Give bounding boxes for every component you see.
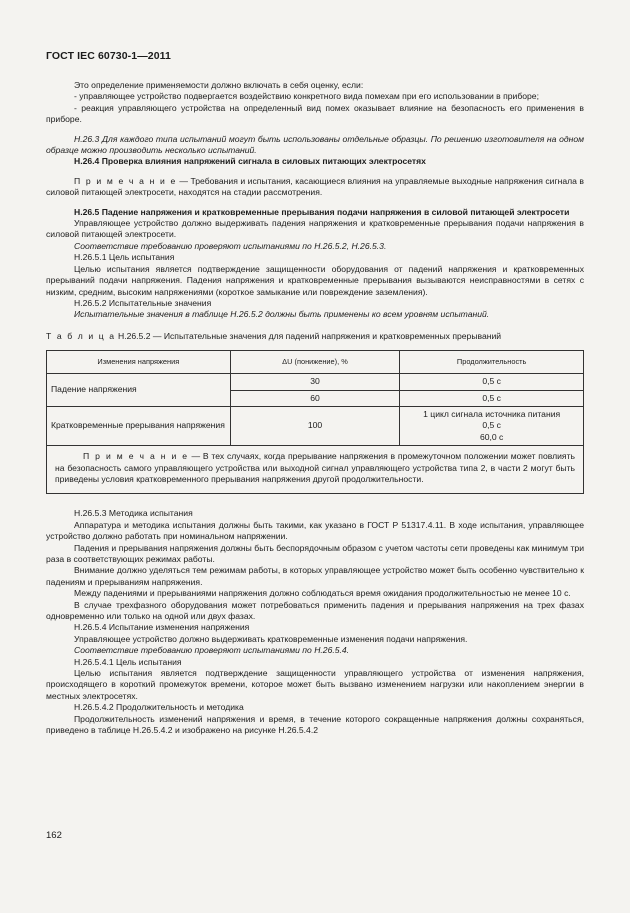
duration-line: 1 цикл сигнала источника питания — [423, 408, 561, 419]
note-h26-4 — [46, 176, 584, 199]
note-label: П р и м е ч а н и е — [74, 175, 177, 186]
table-cell: 60 — [230, 390, 400, 406]
section-heading-h26-5: Н.26.5 Падение напряжения и кратковременные прерывания подачи напряжения в силовой питающей электросети — [74, 206, 570, 217]
paragraph: Внимание должно уделяться тем режимам работы, в которых управляющее устройство может быть особенно чувствительно к падениям и прерываниям напряжения. — [46, 565, 584, 587]
note-text: — Требования и испытания, касающиеся влияния на управляемые выходные напряжения сигнала в силовой питающей электросети, находятся на стадии рассмотрения. — [46, 175, 584, 198]
table-header-cell: Изменения напряжения — [47, 351, 231, 374]
paragraph: Между падениями и прерываниями напряжения должно соблюдаться время ожидания продолжительностью не менее 10 с. — [74, 588, 571, 599]
table-note-row — [47, 446, 584, 494]
table-row — [47, 374, 584, 390]
paragraph: Управляющее устройство должно выдерживать падения напряжения и кратковременные прерывания подачи напряжения в силовой питающей электросети. — [46, 218, 584, 240]
duration-line: 60,0 с — [479, 431, 504, 442]
table-header-cell: Продолжительность — [400, 351, 584, 374]
paragraph: Целью испытания является подтверждение защищенности оборудования от падений напряжения и кратковременных прерываний подачи напряжения. Падения напряжения и кратковременные прерывания вызываются неисправностями в сетях с низким, средним, высоким напряжениями (короткое замыкание или повреждение заземления). — [46, 263, 584, 297]
subsection-heading: Н.26.5.1 Цель испытания — [74, 252, 175, 263]
table-cell: 0,5 с — [400, 374, 584, 390]
table-cell: Кратковременные прерывания напряжения — [47, 406, 231, 445]
table-cell: 100 — [230, 406, 400, 445]
paragraph: Продолжительность изменений напряжения и время, в течение которого сокращенные напряжения должны сохраняться, приведено в таблице Н.26.5.4.2 и изображено на рисунке Н.26.5.4.2 — [46, 713, 584, 736]
page-number: 162 — [46, 830, 62, 841]
table-note — [47, 446, 584, 494]
paragraph: Испытательные значения в таблице Н.26.5.2 должны быть применены ко всем уровням испытаний. — [74, 309, 490, 320]
duration-line: 0,5 с — [482, 420, 501, 431]
document-header: ГОСТ IEC 60730-1—2011 — [46, 50, 171, 62]
paragraph: - реакция управляющего устройства на определенный вид помех оказывает влияние на безопасность его применения в приборе. — [46, 102, 584, 125]
note-label: П р и м е ч а н и е — [83, 451, 189, 462]
paragraph: Целью испытания является подтверждение защищенности управляющего устройства от изменения напряжения, происходящего в короткий промежуток времени, которое может быть вызвано изменением нагрузки или накоплением энергии в местных электросетях. — [46, 668, 584, 701]
paragraph: Управляющее устройство должно выдерживать кратковременные изменения подачи напряжения. — [74, 633, 468, 644]
subsection-heading: Н.26.5.3 Методика испытания — [74, 508, 193, 519]
table-caption — [46, 331, 584, 342]
paragraph: Падения и прерывания напряжения должны быть беспорядочным образом с учетом частоты сети проведены как минимум три раза в соответствующих режимах работы. — [46, 542, 584, 564]
table-header-cell: ΔU (понижение), % — [230, 351, 400, 374]
table-cell: 30 — [230, 374, 400, 390]
table-header-row — [47, 351, 584, 374]
paragraph: Соответствие требованию проверяют испытаниями по Н.26.5.4. — [74, 645, 350, 656]
subsection-heading: Н.26.5.2 Испытательные значения — [74, 297, 212, 308]
paragraph: Это определение применяемости должно включать в себя оценку, если: — [74, 80, 364, 90]
subsection-heading: Н.26.5.4 Испытание изменения напряжения — [74, 622, 250, 633]
table-row — [47, 406, 584, 445]
test-values-table — [46, 350, 584, 494]
paragraph: - управляющее устройство подвергается воздействию конкретного вида помехам при его использовании в приборе; — [74, 91, 539, 102]
table-caption-label: Т а б л и ц а — [46, 330, 116, 341]
section-heading-h26-4: Н.26.4 Проверка влияния напряжений сигнала в силовых питающих электросетях — [74, 156, 426, 167]
section-h26-5-3 — [46, 508, 584, 736]
table-cell: 0,5 с — [400, 390, 584, 406]
table-cell: Падение напряжения — [47, 374, 231, 407]
paragraph: В случае трехфазного оборудования может потребоваться применить падения и прерывания напряжения на трех фазах одновременно или только на одной или двух фазах. — [46, 599, 584, 622]
paragraph: Соответствие требованию проверяют испытаниями по Н.26.5.2, Н.26.5.3. — [74, 240, 387, 251]
document-body — [46, 80, 584, 737]
paragraph-h26-3: Н.26.3 Для каждого типа испытаний могут быть использованы отдельные образцы. По решению изготовителя на одном образце можно производить несколько испытаний. — [46, 133, 584, 156]
table-caption-text: Н.26.5.2 — Испытательные значения для падений напряжения и кратковременных прерываний — [115, 330, 502, 341]
note-text: — В тех случаях, когда прерывание напряжения в промежуточном положении может повлиять на безопасность самого управляющего устройства или выходной сигнал управляющего устройства типа 2, в части 2 могут быть приведены условия кратковременного прерывания напряжения другой продолжительности. — [55, 451, 575, 484]
paragraph: Аппаратура и методика испытания должны быть такими, как указано в ГОСТ Р 51317.4.11. В ходе испытания, управляющее устройство должно работать при номинальном напряжении. — [46, 519, 584, 542]
table-cell — [400, 406, 584, 445]
subsection-heading: Н.26.5.4.2 Продолжительность и методика — [74, 702, 244, 713]
subsection-heading: Н.26.5.4.1 Цель испытания — [74, 656, 182, 667]
